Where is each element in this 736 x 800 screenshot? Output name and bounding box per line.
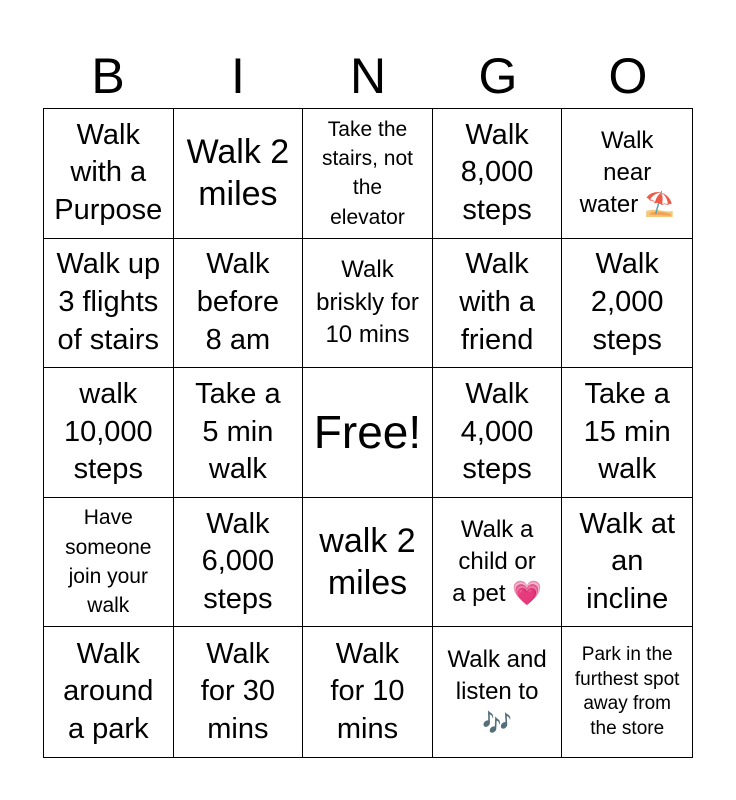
- cell-label: Have someone join your walk: [65, 506, 152, 618]
- free-space-label: Free!: [313, 406, 422, 459]
- bingo-cell[interactable]: [562, 498, 692, 628]
- bingo-cell[interactable]: [303, 109, 433, 239]
- bingo-cell[interactable]: [562, 368, 692, 498]
- bingo-cell[interactable]: [44, 239, 174, 369]
- bingo-cell[interactable]: [433, 627, 563, 757]
- bingo-cell[interactable]: [174, 498, 304, 628]
- header-letter-o: O: [608, 48, 648, 104]
- bingo-cell[interactable]: [44, 627, 174, 757]
- header-letter-n: N: [349, 48, 387, 104]
- bingo-cell[interactable]: [174, 239, 304, 369]
- bingo-cell[interactable]: [174, 627, 304, 757]
- bingo-cell[interactable]: [174, 109, 304, 239]
- cell-label: Take a 15 min walk: [583, 377, 671, 486]
- bingo-cell[interactable]: [44, 498, 174, 628]
- header-letter-i: I: [231, 48, 245, 104]
- cell-label: Walk with a friend: [459, 248, 535, 356]
- bingo-cell[interactable]: [433, 239, 563, 369]
- bingo-cell[interactable]: [303, 239, 433, 369]
- bingo-header: [43, 40, 693, 108]
- bingo-cell[interactable]: [44, 368, 174, 498]
- cell-label: Walk 2 miles: [186, 132, 290, 214]
- cell-label: Take a 5 min walk: [195, 377, 281, 486]
- cell-label: Walk 4,000 steps: [460, 377, 534, 486]
- header-letter-b: B: [91, 48, 125, 104]
- cell-label: Walk briskly for 10 mins: [316, 256, 419, 349]
- cell-label: walk 10,000 steps: [63, 377, 153, 486]
- free-space[interactable]: [303, 368, 433, 498]
- cell-label: Walk for 30 mins: [200, 637, 275, 746]
- bingo-cell[interactable]: [303, 498, 433, 628]
- cell-label: Walk for 10 mins: [330, 637, 405, 746]
- cell-label: Walk 8,000 steps: [460, 118, 534, 227]
- cell-label: Park in the furthest spot away from the store: [574, 643, 680, 739]
- bingo-cell[interactable]: [562, 109, 692, 239]
- cell-label: Walk at an incline: [579, 507, 675, 615]
- cell-label: Walk 2,000 steps: [590, 248, 664, 356]
- cell-label: Walk and listen to 🎶: [447, 645, 547, 738]
- cell-label: Walk a child or a pet 💗: [452, 515, 543, 608]
- cell-label: Walk before 8 am: [196, 248, 279, 356]
- header-letter-g: G: [478, 48, 518, 104]
- cell-label: Walk near water ⛱️: [579, 126, 675, 219]
- cell-label: walk 2 miles: [319, 521, 416, 603]
- bingo-cell[interactable]: [433, 109, 563, 239]
- bingo-cell[interactable]: [303, 627, 433, 757]
- cell-label: Take the stairs, not the elevator: [321, 117, 414, 229]
- bingo-cell[interactable]: [174, 368, 304, 498]
- cell-label: Walk around a park: [63, 637, 154, 746]
- bingo-cell[interactable]: [433, 498, 563, 628]
- bingo-board: [43, 108, 693, 758]
- bingo-cell[interactable]: [433, 368, 563, 498]
- bingo-cell[interactable]: [562, 239, 692, 369]
- cell-label: Walk up 3 flights of stairs: [56, 248, 161, 356]
- bingo-cell[interactable]: [562, 627, 692, 757]
- cell-label: Walk 6,000 steps: [201, 507, 275, 615]
- bingo-cell[interactable]: [44, 109, 174, 239]
- cell-label: Walk with a Purpose: [54, 118, 163, 227]
